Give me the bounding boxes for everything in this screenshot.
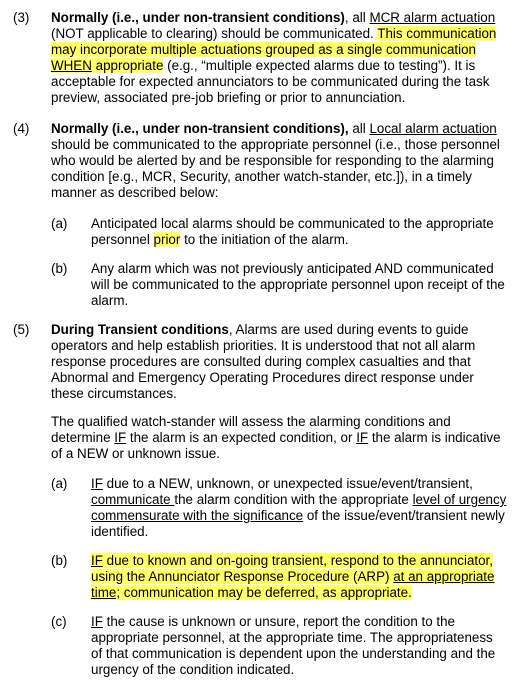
text-run: Abnormal and Emergency Operating Procedures direct response under xyxy=(51,370,474,385)
text-line xyxy=(91,662,495,678)
text-run: time xyxy=(91,585,117,600)
text-line xyxy=(51,386,475,402)
text-run: Local alarm actuation xyxy=(369,121,497,136)
text-run: the alarm condition with the appropriate xyxy=(174,492,413,507)
text-run: IF xyxy=(356,430,369,445)
text-run: Normally (i.e., under non-transient conditions), xyxy=(51,121,349,136)
text-run: Anticipated local alarms should be communicated to the appropriate xyxy=(91,216,494,231)
text-line xyxy=(51,10,496,26)
text-line xyxy=(91,277,505,293)
text-run: at an appropriate xyxy=(393,569,495,584)
text-line xyxy=(91,293,505,309)
text-run: using the Annunciator Response Procedure (ARP) xyxy=(91,569,394,584)
text-run: MCR alarm actuation xyxy=(369,10,496,25)
text-run: these circumstances. xyxy=(51,386,177,401)
text-run: commensurate with the significance xyxy=(91,508,304,523)
text-run: This communication xyxy=(377,26,497,41)
text-run: to the initiation of the alarm. xyxy=(180,232,349,247)
text-run: communicate xyxy=(91,492,175,507)
text-run: identified. xyxy=(91,524,149,539)
text-line xyxy=(51,322,475,338)
text-run: IF xyxy=(91,476,103,491)
item-text xyxy=(51,414,501,462)
text-run: operators and help establish priorities. It is understood that not all alarm xyxy=(51,338,476,353)
text-run: should be communicated to the appropriate personnel (i.e., those personnel xyxy=(51,137,500,152)
text-run: response procedures are consulted during complex casualties and that xyxy=(51,354,471,369)
text-line xyxy=(91,553,494,569)
text-line xyxy=(51,430,501,446)
item-text xyxy=(51,10,496,106)
text-run: (e.g., “multiple expected alarms due to testing”). It is xyxy=(163,58,476,73)
text-line xyxy=(51,58,496,74)
text-line xyxy=(91,476,506,492)
text-line xyxy=(91,646,495,662)
text-run: manner as described below: xyxy=(51,185,219,200)
text-line xyxy=(51,26,496,42)
text-run: appropriate personnel, at the appropriate time. The appropriateness xyxy=(91,630,493,645)
text-run: the alarm is indicative xyxy=(368,430,501,445)
item-text xyxy=(51,322,475,402)
text-line xyxy=(91,261,505,277)
text-run: IF xyxy=(114,430,127,445)
item-text xyxy=(91,553,494,601)
text-line xyxy=(51,42,496,58)
text-line xyxy=(51,90,496,106)
text-line xyxy=(51,354,475,370)
text-line xyxy=(51,121,500,137)
text-run: WHEN xyxy=(51,58,92,73)
text-run: Normally (i.e., under non-transient conditions) xyxy=(51,10,345,25)
item-text xyxy=(51,121,500,201)
text-run: preview, associated pre-job briefing or prior to annunciation. xyxy=(51,90,406,105)
text-line xyxy=(51,153,500,169)
text-run: due to known and on-going transient, respond to the annunciator, xyxy=(102,553,493,568)
text-run: appropriate xyxy=(91,58,164,73)
text-line xyxy=(51,446,501,462)
text-run: the alarm is an expected condition, or xyxy=(126,430,357,445)
text-run: Any alarm which was not previously anticipated AND communicated xyxy=(91,261,494,276)
text-line xyxy=(91,492,506,508)
item-number: (b) xyxy=(51,553,68,568)
text-line xyxy=(91,508,506,524)
text-line xyxy=(91,524,506,540)
text-run: condition [e.g., MCR, Security, another watch-stander, etc.]), in a timely xyxy=(51,169,472,184)
text-run: determine xyxy=(51,430,115,445)
item-text xyxy=(91,476,506,540)
text-line xyxy=(91,569,494,585)
item-number: (a) xyxy=(51,216,68,231)
text-line xyxy=(91,232,494,248)
text-run: all xyxy=(348,121,370,136)
text-line xyxy=(51,414,501,430)
text-run: level of urgency xyxy=(412,492,507,507)
item-text xyxy=(91,614,495,678)
item-text xyxy=(91,216,494,248)
text-run: the cause is unknown or unsure, report the condition to the xyxy=(102,614,455,629)
text-run: urgency of the condition indicated. xyxy=(91,662,295,677)
text-run: acceptable for expected annunciators to be communicated during the task xyxy=(51,74,490,89)
text-run: will be communicated to the appropriate personnel upon receipt of the xyxy=(91,277,505,292)
text-run: IF xyxy=(91,553,103,568)
text-run: of that communication is dependent upon the understanding and the xyxy=(91,646,496,661)
text-run: , Alarms are used during events to guide xyxy=(228,322,469,337)
text-line xyxy=(51,338,475,354)
text-line xyxy=(91,585,494,601)
text-run: may incorporate multiple actuations grouped as a single communication xyxy=(51,42,477,57)
text-line xyxy=(51,185,500,201)
text-line xyxy=(91,630,495,646)
item-text xyxy=(91,261,505,309)
text-line xyxy=(51,169,500,185)
text-run: During Transient conditions xyxy=(51,322,229,337)
item-number: (a) xyxy=(51,476,68,491)
text-line xyxy=(51,74,496,90)
item-number: (3) xyxy=(13,10,30,25)
text-run: (NOT applicable to clearing) should be communicated. xyxy=(51,26,378,41)
item-number: (b) xyxy=(51,261,68,276)
text-run: who would be alerted by and be responsible for responding to the alarming xyxy=(51,153,494,168)
text-run: The qualified watch-stander will assess the alarming conditions and xyxy=(51,414,451,429)
text-run: of a NEW or unknown issue. xyxy=(51,446,220,461)
text-line xyxy=(51,137,500,153)
item-number: (c) xyxy=(51,614,67,629)
text-line xyxy=(51,370,475,386)
text-run: alarm. xyxy=(91,293,129,308)
text-run: IF xyxy=(91,614,103,629)
text-line xyxy=(91,216,494,232)
text-line xyxy=(91,614,495,630)
item-number: (4) xyxy=(13,121,30,136)
text-run: prior xyxy=(153,232,181,247)
text-run: personnel xyxy=(91,232,154,247)
text-run: due to a NEW, unknown, or unexpected issue/event/transient, xyxy=(102,476,473,491)
text-run: of the issue/event/transient newly xyxy=(303,508,505,523)
text-run: , all xyxy=(344,10,370,25)
text-run: ; communication may be deferred, as appropriate. xyxy=(116,585,412,600)
item-number: (5) xyxy=(13,322,30,337)
